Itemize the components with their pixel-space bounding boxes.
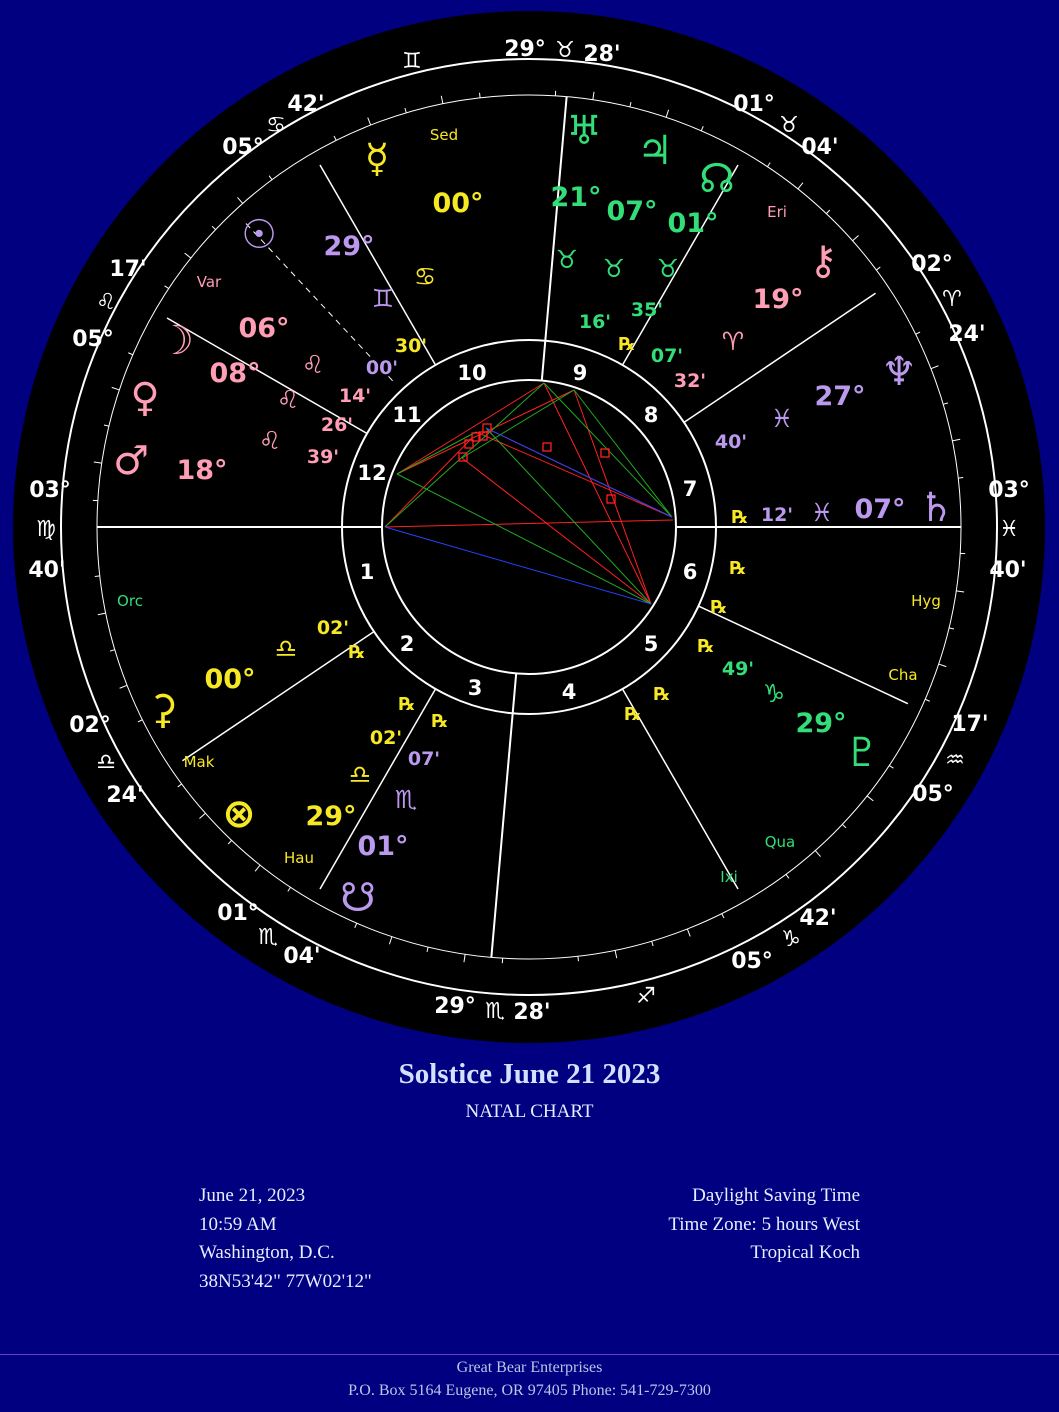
company-address: P.O. Box 5164 Eugene, OR 97405 Phone: 541-729-7300 (348, 1382, 711, 1399)
cusp-sign-icon: ♌ (96, 290, 116, 315)
planet-degree: 00° (204, 664, 256, 695)
planet-minutes: 49' (721, 658, 755, 680)
company-name: Great Bear Enterprises (456, 1359, 603, 1376)
cusp-degree: 03° (29, 478, 71, 503)
house-number: 8 (643, 403, 659, 427)
planet-sign-icon: ♉ (602, 254, 626, 283)
cusp-minutes: 24' (948, 322, 986, 347)
cusp-minutes: 05° (222, 135, 264, 160)
planet-degree: 27° (814, 381, 866, 412)
minor-body-label: Ixi (720, 868, 738, 886)
planet-sign-icon: ♌ (301, 350, 325, 379)
cusp-sign-icon: ♉ (555, 38, 575, 63)
time-text: 10:59 AM (199, 1213, 277, 1235)
planet-sign-icon: ♌ (276, 385, 300, 414)
cusp-sign-icon: ♋ (266, 113, 286, 138)
house-number: 10 (457, 361, 487, 385)
planet-minutes: 00' (365, 357, 399, 379)
planet-degree: 19° (752, 284, 804, 315)
planet-degree: 29° (795, 708, 847, 739)
pluto-icon: ♇ (844, 730, 880, 776)
date-text: June 21, 2023 (199, 1185, 306, 1206)
minor-body-label: Hyg (911, 592, 941, 610)
minor-body-label: Hau (284, 849, 314, 867)
place-text: Washington, D.C. (199, 1242, 335, 1264)
planet-sign-icon: ♎ (274, 634, 298, 663)
ceres-icon: ⚳ (148, 687, 178, 733)
cusp-sign-icon: ♎ (96, 750, 116, 775)
retrograde-icon: ℞ (398, 694, 416, 715)
planet-degree: 08° (209, 358, 261, 389)
cusp-minutes: 24' (106, 783, 144, 808)
minor-body-label: Cha (888, 666, 918, 684)
planet-minutes: 32' (673, 370, 707, 392)
cusp-degree: 01° (217, 901, 259, 926)
footer-divider (0, 1354, 1059, 1355)
planet-sign-icon: ♉ (656, 254, 680, 283)
planet-minutes: 39' (306, 446, 340, 468)
retrograde-icon: ℞ (710, 597, 728, 618)
retrograde-icon: ℞ (731, 507, 749, 528)
timezone-text: Time Zone: 5 hours West (668, 1213, 860, 1235)
planet-degree: 18° (176, 455, 228, 486)
cusp-degree: 02° (911, 252, 953, 277)
degree-tick (578, 956, 579, 961)
cusp-minutes: 05° (731, 949, 773, 974)
cusp-degree: 29° (504, 37, 546, 62)
planet-sign-icon: ♎ (348, 760, 372, 789)
planet-minutes: 02' (316, 617, 350, 639)
planet-minutes: 07' (650, 345, 684, 367)
house-system-text: Tropical Koch (750, 1242, 860, 1264)
minor-body-label: Qua (764, 833, 796, 851)
planet-minutes: 02' (369, 727, 403, 749)
minor-body-label: Sed (429, 126, 459, 144)
planet-degree: 07° (854, 494, 906, 525)
planet-degree: 00° (432, 188, 484, 219)
cusp-minutes: 04' (801, 135, 839, 160)
house-number: 11 (392, 403, 422, 427)
cusp-degree: 42' (799, 906, 837, 931)
cusp-degree: 29° (434, 994, 476, 1019)
mars-icon: ♂ (113, 438, 149, 484)
house-number: 4 (561, 680, 577, 704)
planet-degree: 29° (305, 801, 357, 832)
cusp-minutes: 28' (583, 42, 621, 67)
cusp-degree: 03° (988, 478, 1030, 503)
house-number: 6 (682, 560, 698, 584)
cusp-minutes: 04' (283, 944, 321, 969)
gemini-sign-icon: ♊ (402, 49, 422, 74)
cusp-degree: 01° (733, 92, 775, 117)
mercury-icon: ☿ (364, 136, 390, 182)
planet-degree: 06° (238, 313, 290, 344)
planet-sign-icon: ♌ (258, 426, 282, 455)
retrograde-icon: ℞ (618, 334, 636, 355)
house-number: 5 (643, 632, 659, 656)
planet-sign-icon: ♊ (371, 284, 395, 313)
cusp-degree: 17' (109, 257, 147, 282)
cusp-degree: 02° (69, 713, 111, 738)
retrograde-icon: ℞ (653, 684, 671, 705)
cusp-sign-icon: ♍ (36, 517, 56, 542)
house-number: 2 (399, 632, 415, 656)
house-number: 12 (357, 461, 387, 485)
retrograde-icon: ℞ (348, 642, 366, 663)
degree-tick (958, 478, 963, 479)
degree-tick (95, 576, 100, 577)
saturn-icon: ♄ (918, 485, 954, 531)
cusp-sign-icon: ♏ (485, 999, 505, 1024)
retrograde-icon: ℞ (729, 558, 747, 579)
cusp-sign-icon: ♑ (781, 927, 801, 952)
fortune-icon: ⊗ (222, 791, 256, 837)
south-node-icon: ☋ (340, 875, 376, 921)
dst-text: Daylight Saving Time (692, 1185, 860, 1206)
cusp-minutes: 05° (72, 327, 114, 352)
planet-sign-icon: ♓ (810, 498, 834, 527)
minor-body-label: Mak (183, 753, 215, 771)
coords-text: 38N53'42" 77W02'12" (199, 1270, 372, 1292)
cusp-sign-icon: ♒ (945, 748, 965, 773)
house-number: 9 (572, 361, 588, 385)
cusp-sign-icon: ♓ (999, 517, 1019, 542)
cusp-minutes: 40' (989, 558, 1027, 583)
planet-minutes: 16' (578, 311, 612, 333)
neptune-icon: ♆ (881, 349, 917, 395)
planet-degree: 29° (323, 231, 375, 262)
cusp-sign-icon: ♏ (258, 925, 278, 950)
moon-icon: ☽ (158, 318, 194, 364)
house-number: 7 (682, 477, 698, 501)
uranus-icon: ♅ (566, 108, 602, 154)
planet-minutes: 26' (320, 414, 354, 436)
planet-minutes: 40' (714, 431, 748, 453)
cusp-sign-icon: ♉ (779, 113, 799, 138)
cusp-sign-icon: ♈ (942, 287, 962, 312)
planet-minutes: 35' (630, 299, 664, 321)
venus-icon: ♀ (130, 375, 160, 421)
planet-degree: 21° (550, 182, 602, 213)
planet-minutes: 14' (338, 385, 372, 407)
minor-body-label: Var (196, 273, 222, 291)
planet-minutes: 30' (394, 335, 428, 357)
jupiter-icon: ♃ (637, 128, 673, 174)
planet-minutes: 07' (407, 748, 441, 770)
chart-subtitle: NATAL CHART (465, 1101, 594, 1122)
planet-minutes: 12' (760, 504, 794, 526)
sagittarius-sign-icon: ♐ (636, 984, 656, 1009)
cusp-minutes: 05° (912, 782, 954, 807)
planet-sign-icon: ♉ (555, 245, 579, 274)
degree-tick (480, 93, 481, 98)
planet-sign-icon: ♋ (413, 262, 437, 291)
minor-body-label: Orc (117, 592, 143, 610)
planet-sign-icon: ♈ (721, 327, 745, 356)
planet-degree: 01° (667, 208, 719, 239)
planet-degree: 07° (606, 196, 658, 227)
house-number: 1 (359, 560, 375, 584)
chart-title: Solstice June 21 2023 (398, 1058, 661, 1090)
retrograde-icon: ℞ (431, 711, 449, 732)
planet-sign-icon: ♓ (770, 404, 794, 433)
retrograde-icon: ℞ (697, 636, 715, 657)
chiron-icon: ⚷ (808, 238, 838, 284)
cusp-degree: 42' (287, 92, 325, 117)
planet-sign-icon: ♑ (762, 679, 786, 708)
cusp-minutes: 40' (28, 558, 66, 583)
chart-settings (668, 1182, 860, 1268)
cusp-degree: 17' (951, 712, 989, 737)
planet-sign-icon: ♏ (394, 785, 418, 814)
sun-icon: ☉ (241, 212, 277, 258)
minor-body-label: Eri (767, 203, 787, 221)
node-icon: ☊ (699, 156, 735, 202)
birth-details (199, 1182, 372, 1296)
retrograde-icon: ℞ (624, 704, 642, 725)
planet-degree: 01° (357, 831, 409, 862)
cusp-minutes: 28' (513, 1000, 551, 1025)
house-number: 3 (467, 676, 483, 700)
